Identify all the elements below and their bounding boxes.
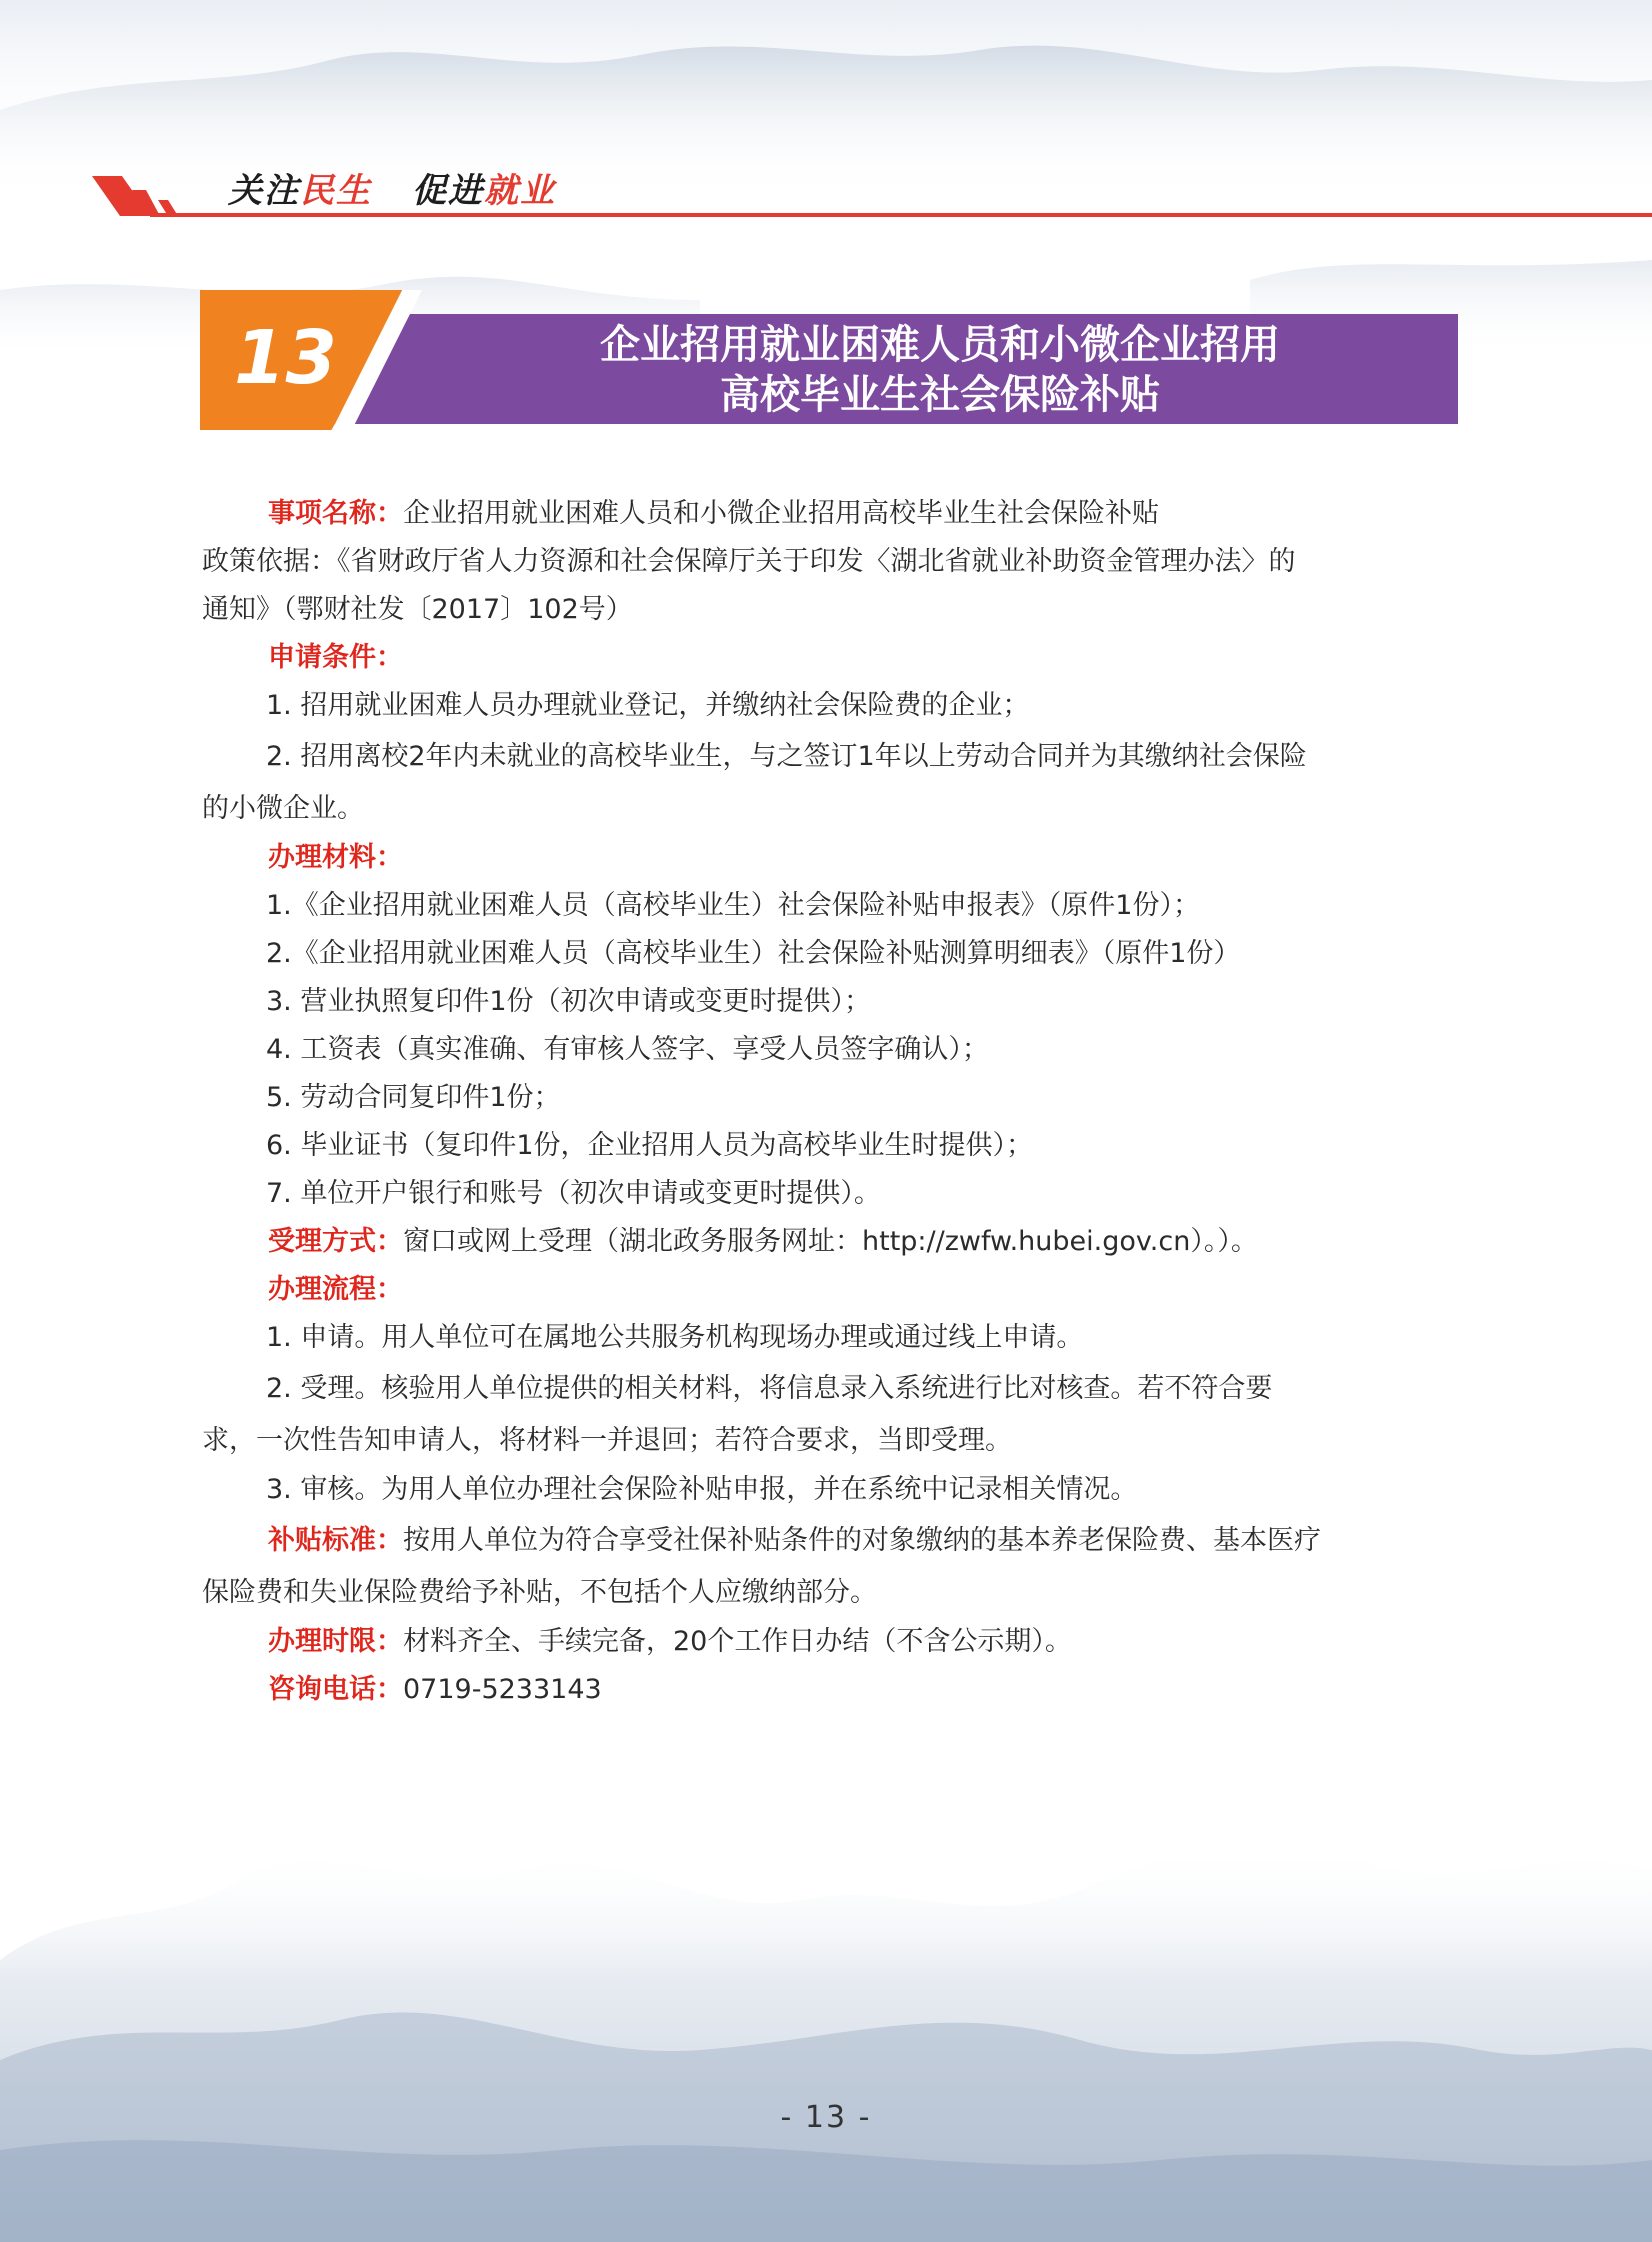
conditions-heading [202,634,1457,682]
conditions-label: 申请条件： [268,642,403,673]
item-name-label: 事项名称： [268,498,403,529]
page-number: - 13 - [780,2100,872,2135]
item-name-row [202,490,1457,538]
title-banner [200,290,1458,430]
header-divider-line [150,213,1652,217]
section-title-line-1: 企业招用就业困难人员和小微企业招用 [600,322,1280,368]
slogan-text-2: 民生 [300,170,372,211]
slogan-text-1: 关注 [228,170,300,211]
time-limit-label: 办理时限： [268,1626,403,1657]
section-title-line-2: 高校毕业生社会保险补贴 [720,372,1160,418]
material-item: 2.《企业招用就业困难人员（高校毕业生）社会保险补贴测算明细表》（原件1份） [266,938,1241,969]
acceptance-value: 窗口或网上受理（湖北政务服务网址：http://zwfw.hubei.gov.cn）。）。 [403,1226,1258,1257]
material-item: 5. 劳动合同复印件1份； [266,1082,561,1113]
item-name-value: 企业招用就业困难人员和小微企业招用高校毕业生社会保险补贴 [403,498,1159,529]
policy-basis-label: 政策依据： [202,546,337,577]
acceptance-label: 受理方式： [268,1226,403,1257]
standard-row [202,1514,1457,1568]
material-item: 6. 毕业证书（复印件1份，企业招用人员为高校毕业生时提供）； [266,1130,1034,1161]
document-body [202,490,1457,1714]
time-limit-row [202,1618,1457,1666]
phone-label: 咨询电话： [268,1674,403,1705]
section-number: 13 [234,315,337,401]
phone-row [202,1666,1457,1714]
material-item: 7. 单位开户银行和账号（初次申请或变更时提供）。 [266,1178,881,1209]
policy-basis-continuation [202,586,1457,634]
process-heading [202,1266,1457,1314]
condition-item-2-continuation: 的小微企业。 [202,793,364,824]
policy-basis-line-1: 《省财政厅省人力资源和社会保障厅关于印发〈湖北省就业补助资金管理办法〉的 [337,546,1296,577]
material-item: 1.《企业招用就业困难人员（高校毕业生）社会保险补贴申报表》（原件1份）； [266,890,1200,921]
standard-line-1: 按用人单位为符合享受社保补贴条件的对象缴纳的基本养老保险费、基本医疗 [403,1525,1321,1556]
standard-continuation: 保险费和失业保险费给予补贴，不包括个人应缴纳部分。 [202,1577,877,1608]
policy-basis-row [202,538,1457,586]
slogan-text-3: 促进 [412,170,484,211]
section-title [440,320,1440,420]
condition-item-1: 1. 招用就业困难人员办理就业登记，并缴纳社会保险费的企业； [266,690,1030,721]
materials-heading [202,834,1457,882]
acceptance-row [202,1218,1457,1266]
process-label: 办理流程： [268,1274,403,1305]
standard-label: 补贴标准： [268,1525,403,1556]
slogan-text-4: 就业 [484,170,556,211]
policy-basis-line-2: 通知》（鄂财社发〔2017〕102号） [202,594,633,625]
material-item: 4. 工资表（真实准确、有审核人签字、享受人员签字确认）； [266,1034,989,1065]
process-step-1: 1. 申请。用人单位可在属地公共服务机构现场办理或通过线上申请。 [266,1322,1084,1353]
process-step-2-continuation: 求，一次性告知申请人，将材料一并退回；若符合要求，当即受理。 [202,1425,1012,1456]
process-step-2: 2. 受理。核验用人单位提供的相关材料，将信息录入系统进行比对核查。若不符合要 [266,1373,1273,1404]
header-slogan [228,165,556,209]
time-limit-value: 材料齐全、手续完备，20个工作日办结（不含公示期）。 [403,1626,1072,1657]
phone-value: 0719-5233143 [403,1674,602,1705]
material-item: 3. 营业执照复印件1份（初次申请或变更时提供）； [266,986,872,1017]
condition-item-2: 2. 招用离校2年内未就业的高校毕业生，与之签订1年以上劳动合同并为其缴纳社会保险 [266,741,1307,772]
materials-label: 办理材料： [268,842,403,873]
process-step-3: 3. 审核。为用人单位办理社会保险补贴申报，并在系统中记录相关情况。 [266,1474,1138,1505]
